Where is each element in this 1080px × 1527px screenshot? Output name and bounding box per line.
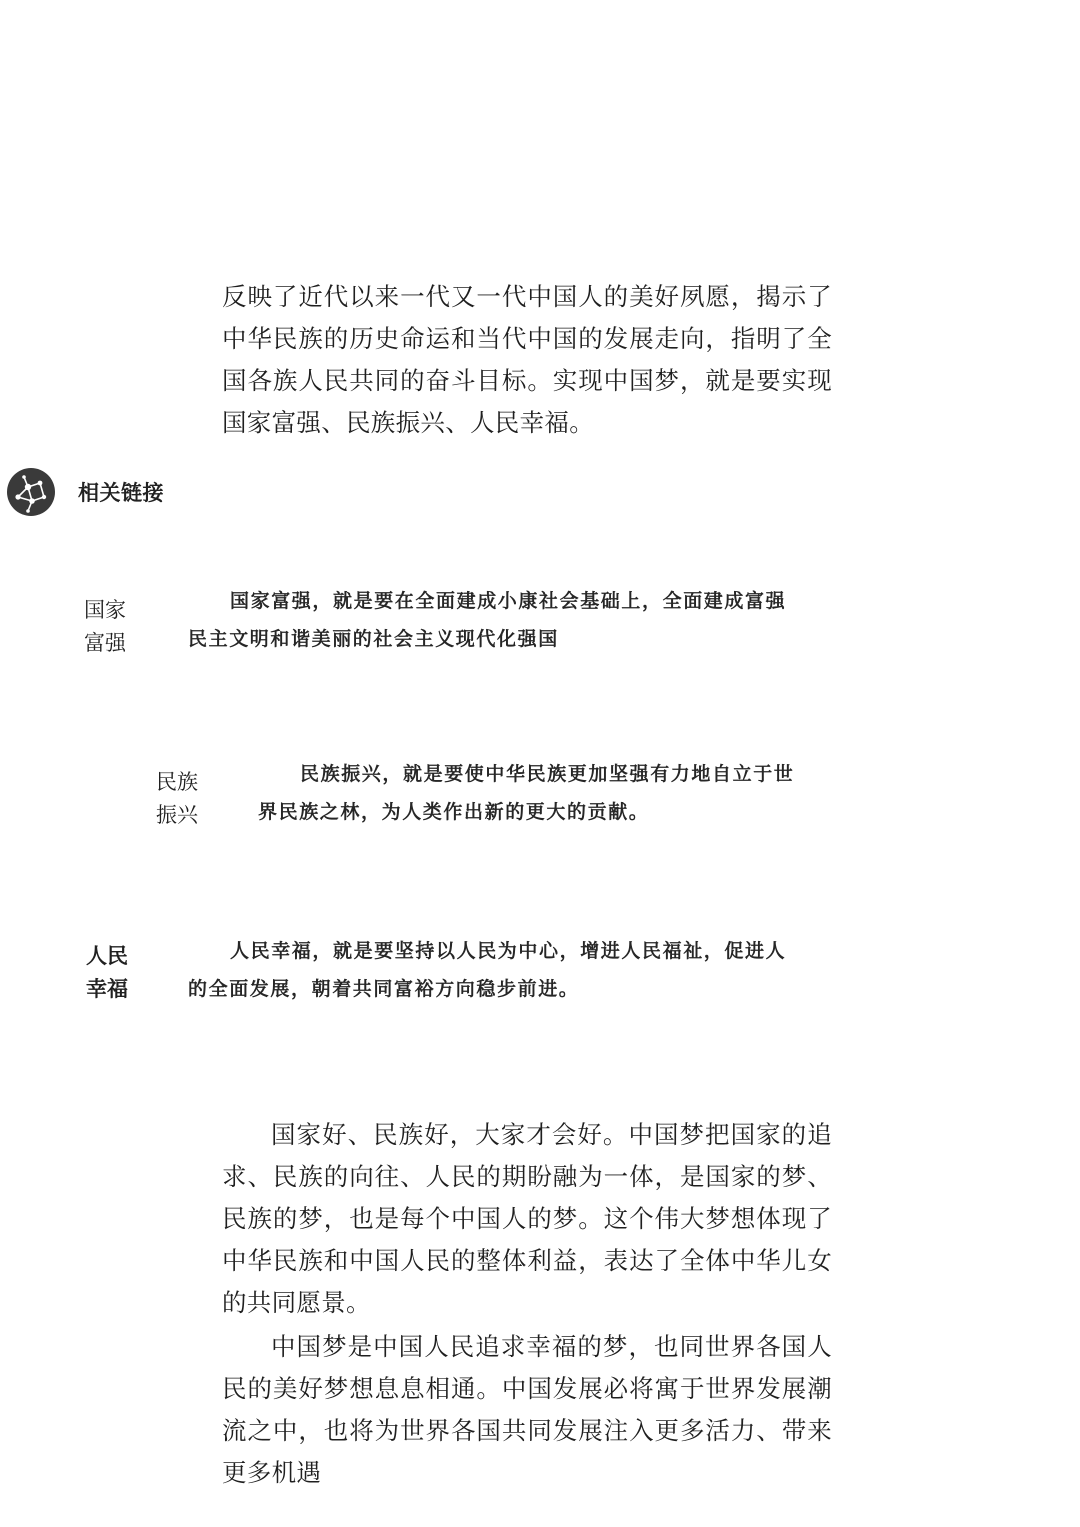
network-icon — [6, 467, 56, 517]
closing-paragraph: 中国梦是中国人民追求幸福的梦，也同世界各国人民的美好梦想息息相通。中国发展必将寓于世界发展潮流之中，也将为世界各国共同发展注入更多活力、带来更多机遇 — [222, 1332, 832, 1487]
definition-people-happiness: 人民幸福，就是要坚持以人民为中心，增进人民福祉，促进人的全面发展，朝着共同富裕方向稳步前进。 — [188, 940, 787, 1000]
closing-paragraph: 国家好、民族好，大家才会好。中国梦把国家的追求、民族的向往、人民的期盼融为一体，是国家的梦、民族的梦，也是每个中国人的梦。这个伟大梦想体现了中华民族和中国人民的整体利益，表达了全体中华儿女的共同愿景。 — [222, 1120, 832, 1317]
intro-paragraph: 反映了近代以来一代又一代中国人的美好夙愿，揭示了中华民族的历史命运和当代中国的发展走向，指明了全国各族人民共同的奋斗目标。实现中国梦，就是要实现国家富强、民族振兴、人民幸福。 — [222, 282, 832, 437]
definition-national-rejuvenation: 民族振兴，就是要使中华民族更加坚强有力地自立于世界民族之林，为人类作出新的更大的贡献。 — [258, 763, 795, 823]
related-links-title: 相关链接 — [78, 481, 164, 505]
related-links-header — [6, 466, 164, 518]
term-people-happiness: 人民 幸福 — [86, 944, 128, 1001]
term-national-prosperity: 国家 富强 — [84, 598, 126, 655]
definition-national-prosperity: 国家富强，就是要在全面建成小康社会基础上，全面建成富强民主文明和谐美丽的社会主义现代化强国 — [188, 590, 787, 650]
term-national-rejuvenation: 民族 振兴 — [156, 770, 198, 827]
